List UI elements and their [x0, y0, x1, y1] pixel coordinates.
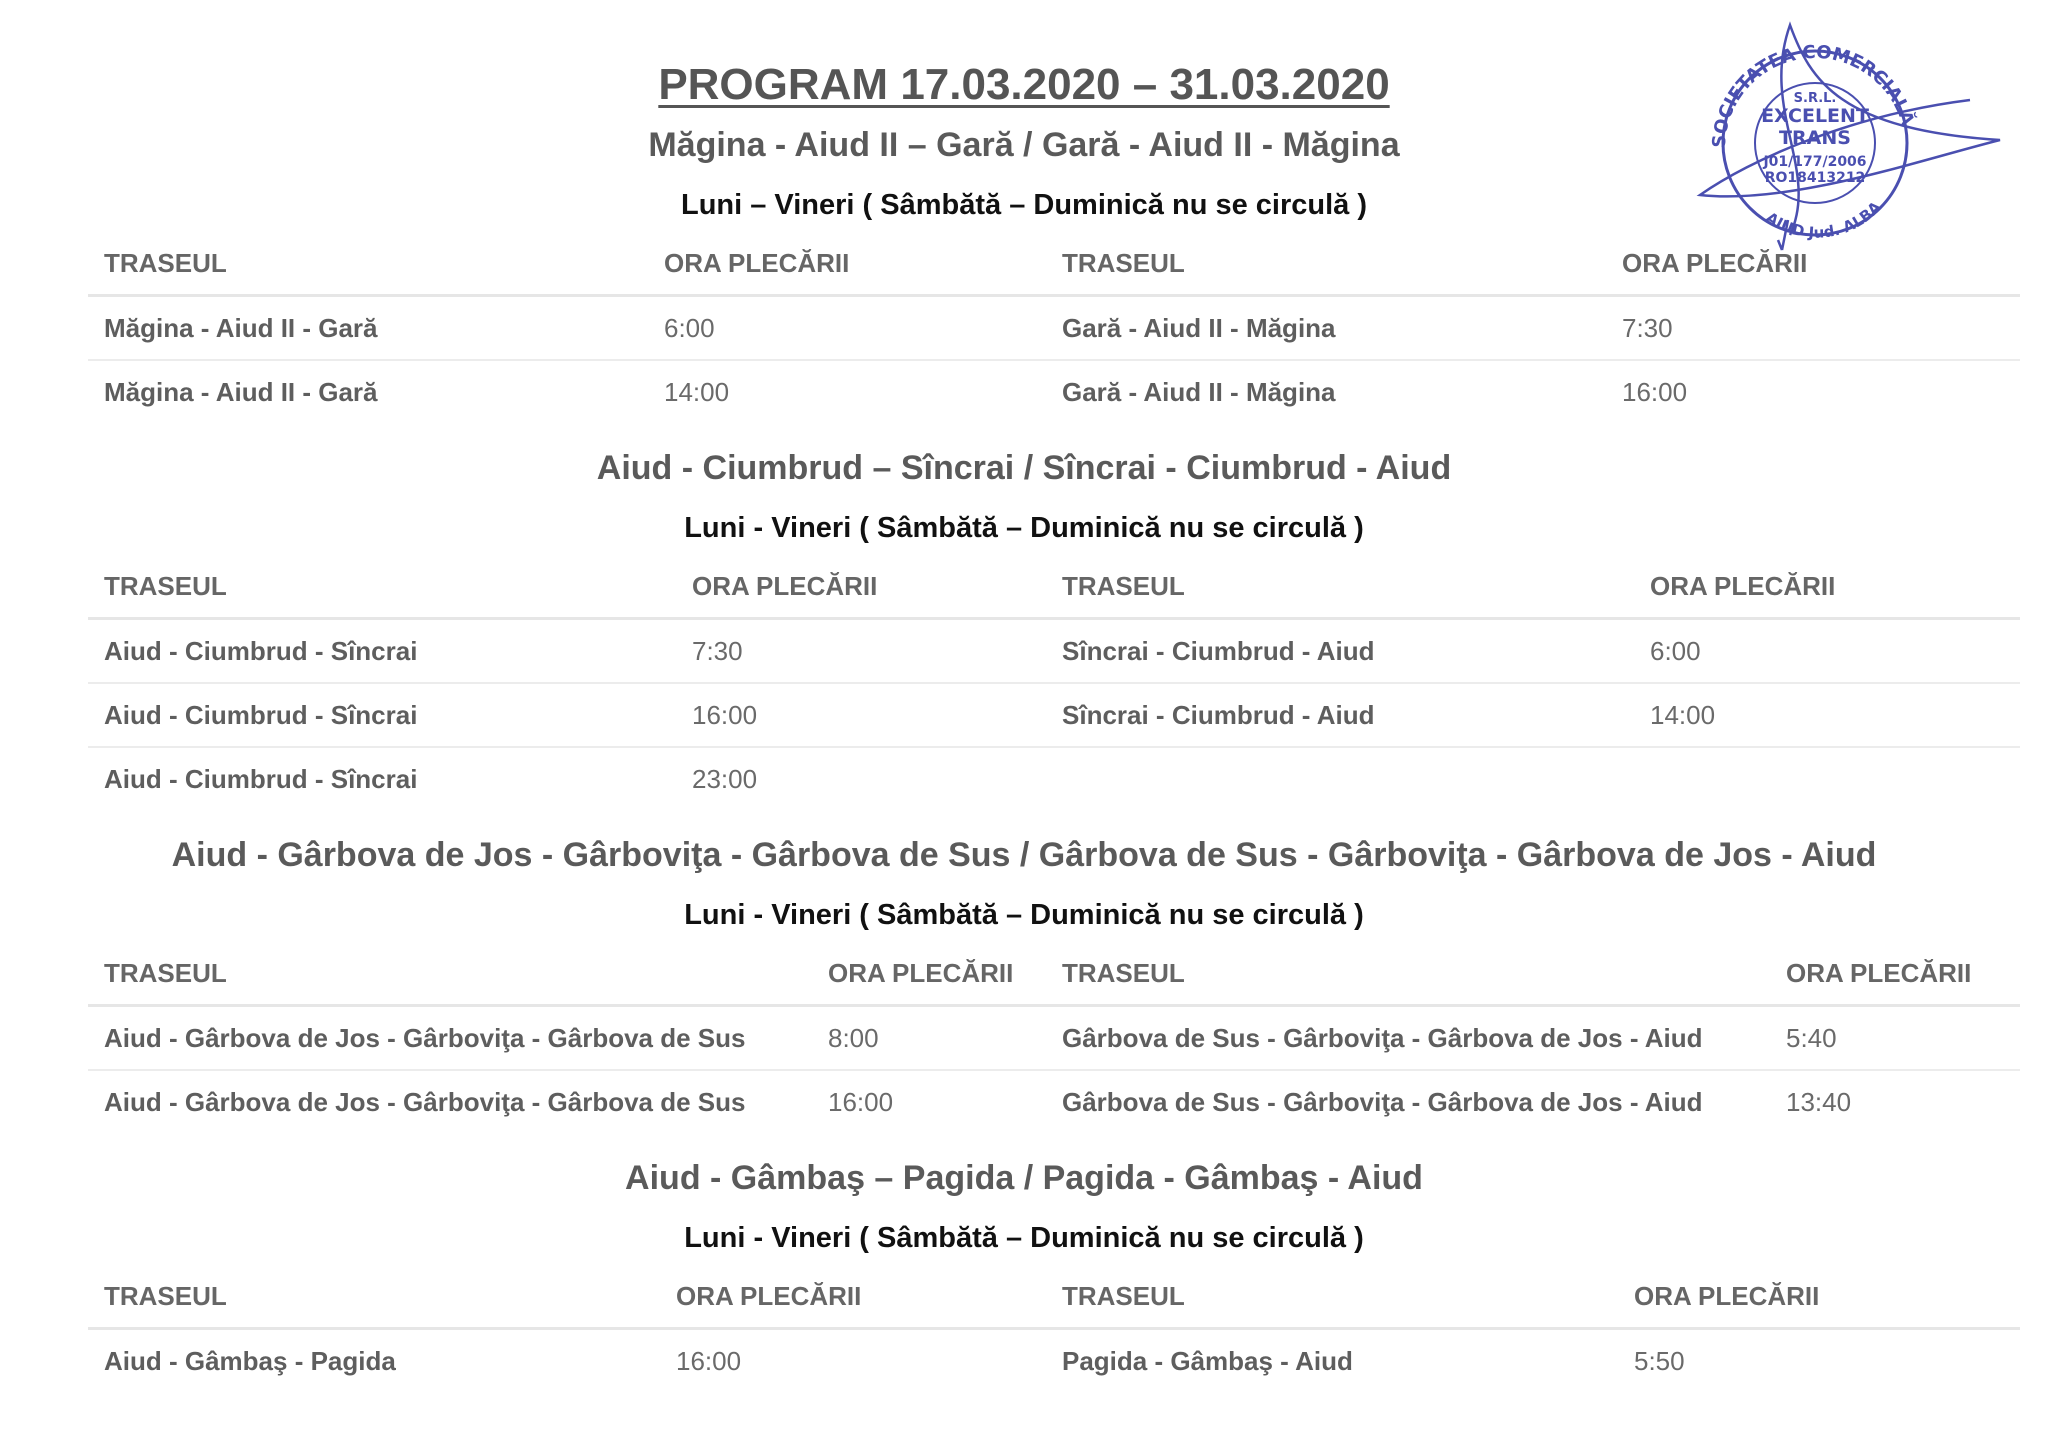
- stamp-ring-bottom: AIUD Jud. ALBA: [1762, 197, 1885, 242]
- column-header-departure: ORA PLECĂRII: [1634, 555, 2020, 619]
- route-cell: Măgina - Aiud II - Gară: [104, 376, 378, 407]
- time-cell: 23:00: [692, 763, 758, 794]
- section-2-title: Aiud - Ciumbrud – Sîncrai / Sîncrai - Ciumbrud - Aiud: [596, 449, 1452, 487]
- section-1-table: [88, 232, 2020, 423]
- table-header-row: [88, 942, 2020, 1006]
- time-cell: 16:00: [676, 1345, 742, 1376]
- section-4-note: Luni - Vineri ( Sâmbătă – Duminică nu se circulă ): [684, 1222, 1364, 1254]
- time-cell: 16:00: [1622, 376, 1688, 407]
- stamp-line-trans: TRANS: [1779, 127, 1851, 149]
- route-cell: Sîncrai - Ciumbrud - Aiud: [1046, 619, 1634, 684]
- column-header-departure: ORA PLECĂRII: [812, 942, 1046, 1006]
- time-cell: 6:00: [648, 296, 1046, 361]
- route-cell: [1046, 747, 1634, 810]
- stamp-ring-text: SOCIETATEA COMERCIALĂ: [1708, 41, 1918, 149]
- time-cell: 13:40: [1786, 1086, 1852, 1117]
- section-1-note: Luni – Vineri ( Sâmbătă – Duminică nu se circulă ): [680, 189, 1367, 221]
- page-title: PROGRAM 17.03.2020 – 31.03.2020: [658, 60, 1390, 109]
- table-row: [88, 619, 2020, 684]
- stamp-line-srl: S.R.L.: [1793, 91, 1837, 106]
- time-cell: 5:40: [1770, 1006, 2020, 1071]
- section-3-table: [88, 942, 2020, 1133]
- column-header-route: TRASEUL: [88, 555, 676, 619]
- column-header-departure: ORA PLECĂRII: [648, 232, 1046, 296]
- table-header-row: [88, 232, 2020, 296]
- section-3-note: Luni - Vineri ( Sâmbătă – Duminică nu se circulă ): [684, 899, 1364, 931]
- column-header-route: TRASEUL: [1046, 555, 1634, 619]
- stamp-line-reg: J01/177/2006: [1763, 154, 1867, 170]
- route-cell: Gârbova de Sus - Gârboviţa - Gârbova de Jos - Aiud: [1046, 1006, 1770, 1071]
- column-header-departure: ORA PLECĂRII: [1770, 942, 2020, 1006]
- table-row: [88, 1070, 2020, 1133]
- column-header-departure: ORA PLECĂRII: [660, 1265, 1046, 1329]
- column-header-departure: ORA PLECĂRII: [676, 555, 1046, 619]
- column-header-departure: ORA PLECĂRII: [1618, 1265, 2020, 1329]
- table-row: [88, 1329, 2020, 1393]
- route-cell: Gară - Aiud II - Măgina: [1046, 296, 1606, 361]
- time-cell: [1634, 747, 2020, 810]
- time-cell: 6:00: [1634, 619, 2020, 684]
- table-row: [88, 1006, 2020, 1071]
- route-cell: Gară - Aiud II - Măgina: [1062, 376, 1336, 407]
- route-cell: Aiud - Gârbova de Jos - Gârboviţa - Gârbova de Sus: [88, 1006, 812, 1071]
- column-header-route: TRASEUL: [1046, 232, 1606, 296]
- time-cell: 14:00: [664, 376, 730, 407]
- route-cell: Sîncrai - Ciumbrud - Aiud: [1046, 683, 1634, 747]
- section-4-table: [88, 1265, 2020, 1392]
- route-cell: Aiud - Ciumbrud - Sîncrai: [88, 619, 676, 684]
- time-cell: 5:50: [1634, 1345, 1685, 1376]
- section-3-title: Aiud - Gârbova de Jos - Gârboviţa - Gârbova de Sus / Gârbova de Sus - Gârboviţa - Gârbova de Jos - Aiud: [171, 836, 1877, 874]
- column-header-route: TRASEUL: [1046, 1265, 1618, 1329]
- column-header-departure: ORA PLECĂRII: [1606, 232, 2020, 296]
- time-cell: 16:00: [828, 1086, 894, 1117]
- column-header-route: TRASEUL: [1046, 942, 1770, 1006]
- column-header-route: TRASEUL: [88, 942, 812, 1006]
- route-cell: Măgina - Aiud II - Gară: [88, 296, 648, 361]
- section-2-table: [88, 555, 2020, 810]
- table-row: [88, 296, 2020, 361]
- table-row: [88, 683, 2020, 747]
- route-cell: Pagida - Gâmbaş - Aiud: [1062, 1345, 1353, 1376]
- table-header-row: [88, 1265, 2020, 1329]
- section-2-note: Luni - Vineri ( Sâmbătă – Duminică nu se circulă ): [684, 512, 1364, 544]
- column-header-route: TRASEUL: [88, 1265, 660, 1329]
- route-cell: Aiud - Gâmbaş - Pagida: [104, 1345, 396, 1376]
- stamp-line-cui: RO18413212: [1764, 170, 1866, 186]
- stamp-line-excelent: EXCELENT: [1761, 105, 1869, 127]
- time-cell: 7:30: [676, 619, 1046, 684]
- time-cell: 8:00: [812, 1006, 1046, 1071]
- time-cell: 7:30: [1606, 296, 2020, 361]
- time-cell: 14:00: [1634, 683, 2020, 747]
- route-cell: Gârbova de Sus - Gârboviţa - Gârbova de Jos - Aiud: [1062, 1086, 1703, 1117]
- table-row: [88, 360, 2020, 423]
- table-row: [88, 747, 2020, 810]
- section-1-title: Măgina - Aiud II – Gară / Gară - Aiud II - Măgina: [648, 126, 1400, 164]
- route-cell: Aiud - Ciumbrud - Sîncrai: [104, 763, 418, 794]
- section-4-title: Aiud - Gâmbaş – Pagida / Pagida - Gâmbaş - Aiud: [625, 1159, 1423, 1197]
- column-header-route: TRASEUL: [88, 232, 648, 296]
- time-cell: 16:00: [676, 683, 1046, 747]
- table-header-row: [88, 555, 2020, 619]
- route-cell: Aiud - Ciumbrud - Sîncrai: [88, 683, 676, 747]
- route-cell: Aiud - Gârbova de Jos - Gârboviţa - Gârbova de Sus: [104, 1086, 746, 1117]
